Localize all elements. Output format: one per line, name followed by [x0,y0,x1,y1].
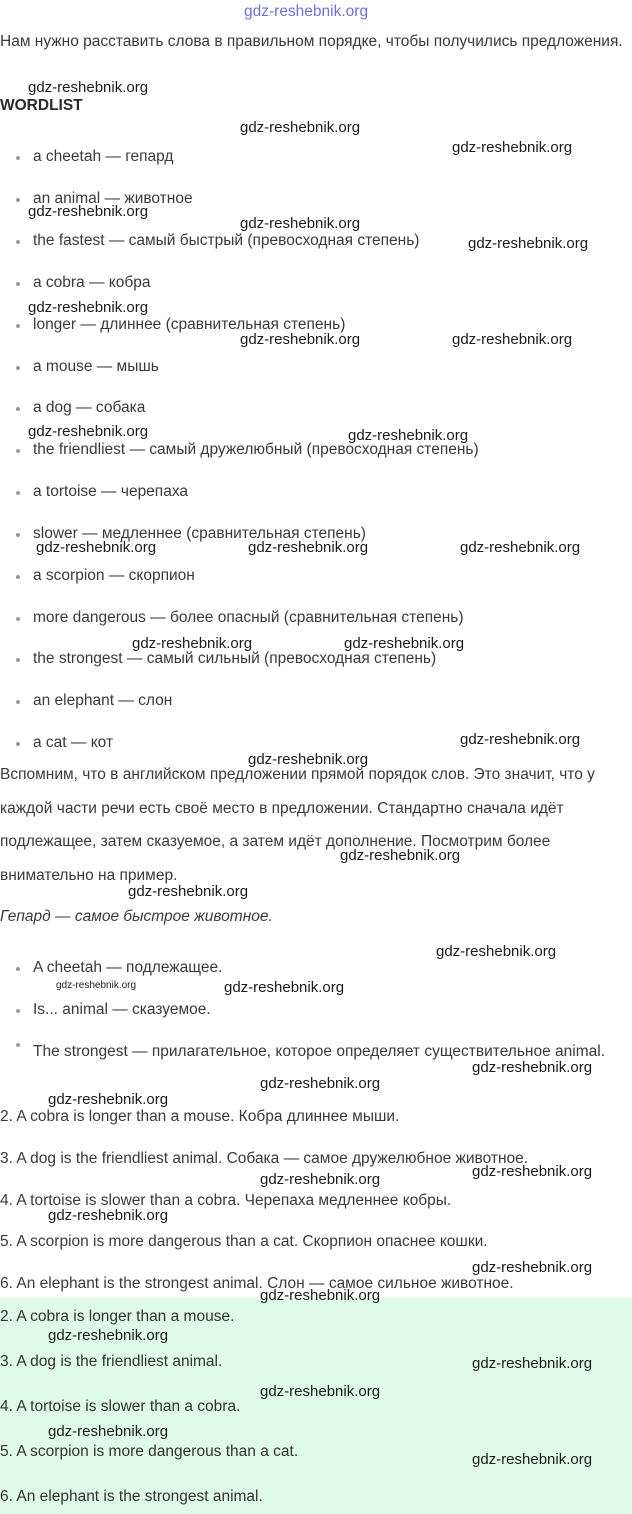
answer-line: 2. A cobra is longer than a mouse. [0,1308,235,1325]
watermark: gdz-reshebnik.org [240,215,361,232]
watermark: gdz-reshebnik.org [248,539,369,556]
watermark: gdz-reshebnik.org [28,203,149,220]
translation-line: 6. An elephant is the strongest animal. Слон — самое сильное животное. [0,1275,514,1292]
watermark: gdz-reshebnik.org [344,635,465,652]
list-item-text: Is... animal — сказуемое. [33,1001,211,1018]
explanation-paragraph: Вспомним, что в английском предложении прямой порядок слов. Это значит, что у каждой части речи есть своё место в предложении. Стандартно сначала идёт подлежащее, затем сказуемое, а затем идёт дополнение. Посмотрим более внимательно на пример. [0,766,595,884]
watermark: gdz-reshebnik.org [224,979,345,996]
watermark: gdz-reshebnik.org [240,331,361,348]
list-item-text: a cat — кот [33,734,114,751]
list-item-text: a tortoise — черепаха [33,483,189,500]
watermark: gdz-reshebnik.org [260,1171,381,1188]
watermark: gdz-reshebnik.org [56,980,137,991]
watermark: gdz-reshebnik.org [240,119,361,136]
watermark: gdz-reshebnik.org [472,1259,593,1276]
watermark: gdz-reshebnik.org [472,1355,593,1372]
watermark: gdz-reshebnik.org [460,731,581,748]
watermark: gdz-reshebnik.org [468,235,589,252]
watermark: gdz-reshebnik.org [436,943,557,960]
watermark: gdz-reshebnik.org [260,1287,381,1304]
watermark: gdz-reshebnik.org [28,79,149,96]
list-item-text: an elephant — слон [33,692,173,709]
list-item-text: slower — медленнее (сравнительная степень) [33,525,366,542]
watermark: gdz-reshebnik.org [472,1163,593,1180]
list-item-text: a mouse — мышь [33,358,159,375]
watermark: gdz-reshebnik.org [28,299,149,316]
watermark: gdz-reshebnik.org [28,423,149,440]
watermark: gdz-reshebnik.org [48,1207,169,1224]
list-item-text: a dog — собака [33,399,146,416]
watermark-top: gdz-reshebnik.org [244,3,369,20]
watermark: gdz-reshebnik.org [48,1423,169,1440]
list-item-text: a cobra — кобра [33,274,151,291]
list-item-text: a cheetah — гепард [33,148,174,165]
answer-line: 4. A tortoise is slower than a cobra. [0,1398,241,1415]
watermark: gdz-reshebnik.org [48,1327,169,1344]
wordlist-heading: WORDLIST [0,97,83,114]
watermark: gdz-reshebnik.org [472,1059,593,1076]
list-item-text: the friendliest — самый дружелюбный (превосходная степень) [33,441,479,458]
watermark: gdz-reshebnik.org [348,427,469,444]
list-item-text: The strongest — прилагательное, которое определяет существительное animal. [33,1043,606,1060]
list-item-text: the strongest — самый сильный (превосходная степень) [33,650,437,667]
list-item-text: A cheetah — подлежащее. [33,959,223,976]
watermark: gdz-reshebnik.org [452,139,573,156]
answer-line: 5. A scorpion is more dangerous than a cat. [0,1443,299,1460]
watermark: gdz-reshebnik.org [248,751,369,768]
translation-line: 5. A scorpion is more dangerous than a cat. Скорпион опаснее кошки. [0,1233,488,1250]
watermark: gdz-reshebnik.org [452,331,573,348]
list-item-text: a scorpion — скорпион [33,567,195,584]
watermark: gdz-reshebnik.org [340,847,461,864]
answer-line: 3. A dog is the friendliest animal. [0,1353,223,1370]
example-sentence: Гепард — самое быстрое животное. [0,908,273,925]
translation-line: 3. A dog is the friendliest animal. Собака — самое дружелюбное животное. [0,1150,529,1167]
list-item-text: more dangerous — более опасный (сравнительная степень) [33,609,464,626]
intro-paragraph: Нам нужно расставить слова в правильном порядке, чтобы получились предложения. [0,33,623,50]
watermark: gdz-reshebnik.org [36,539,157,556]
translation-line: 2. A cobra is longer than a mouse. Кобра длиннее мыши. [0,1108,400,1125]
list-item-text: an animal — животное [33,190,193,207]
watermark: gdz-reshebnik.org [128,883,249,900]
watermark: gdz-reshebnik.org [48,1091,169,1108]
watermark: gdz-reshebnik.org [260,1075,381,1092]
watermark: gdz-reshebnik.org [132,635,253,652]
watermark: gdz-reshebnik.org [260,1383,381,1400]
translation-line: 4. A tortoise is slower than a cobra. Черепаха медленнее кобры. [0,1192,452,1209]
list-item-text: longer — длиннее (сравнительная степень) [33,316,346,333]
watermark: gdz-reshebnik.org [460,539,581,556]
answer-line: 6. An elephant is the strongest animal. [0,1488,263,1505]
watermark: gdz-reshebnik.org [472,1451,593,1468]
list-item-text: the fastest — самый быстрый (превосходная степень) [33,232,420,249]
